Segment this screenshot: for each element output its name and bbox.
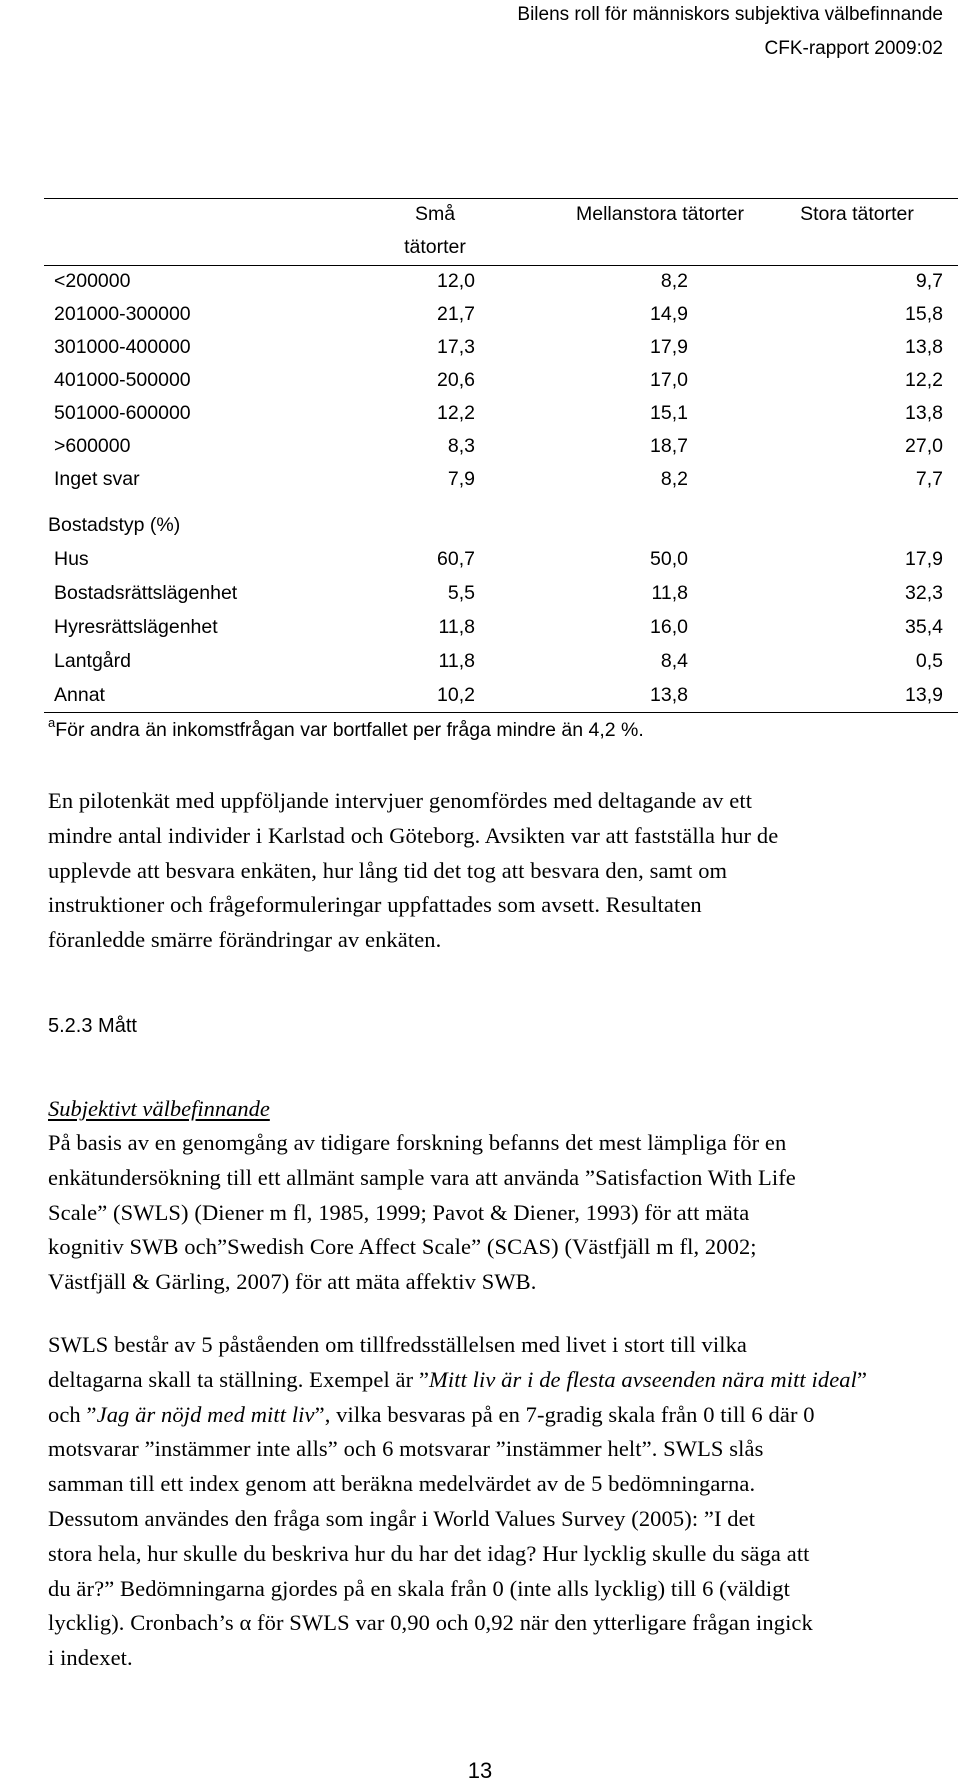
text-line [48, 1398, 948, 1433]
table-row [0, 611, 960, 644]
text-line: motsvarar ”instämmer inte alls” och 6 motsvarar ”instämmer helt”. SWLS slås [48, 1436, 764, 1462]
cell-small: 21,7 [437, 303, 475, 325]
table-bottom-rule [44, 712, 958, 713]
table-row [0, 577, 960, 610]
row-label: Bostadsrättslägenhet [54, 582, 238, 604]
cell-large: 35,4 [905, 616, 943, 638]
subheading: Subjektivt välbefinnande [48, 1096, 270, 1121]
text-run: och ” [48, 1401, 97, 1427]
paragraph-measures [48, 1126, 948, 1300]
row-label: Inget svar [54, 468, 140, 490]
paragraph-swls [48, 1328, 948, 1676]
footnote-mark: a [48, 715, 56, 730]
table-row [0, 645, 960, 678]
text-line: instruktioner och frågeformuleringar uppfattades som avsett. Resultaten [48, 892, 702, 918]
row-label: 501000-600000 [54, 402, 191, 424]
text-line: du är?” Bedömningarna gjordes på en skala från 0 (inte alls lycklig) till 6 (väldigt [48, 1575, 790, 1601]
text-line: Västfjäll & Gärling, 2007) för att mäta affektiv SWB. [48, 1269, 537, 1295]
table-section-row [0, 509, 960, 542]
section-label: Bostadstyp (%) [48, 514, 181, 536]
col-header-large-towns: Stora tätorter [800, 203, 914, 225]
cell-large: 7,7 [915, 468, 943, 490]
row-label: Lantgård [54, 650, 131, 672]
text-line: i indexet. [48, 1645, 133, 1671]
cell-small: 60,7 [437, 548, 475, 570]
table-row [0, 298, 960, 331]
table-row [0, 430, 960, 463]
text-line: föranledde smärre förändringar av enkäten. [48, 927, 442, 953]
text-line: En pilotenkät med uppföljande intervjuer genomfördes med deltagande av ett [48, 788, 753, 813]
cell-large: 0,5 [915, 650, 943, 672]
row-label: 201000-300000 [54, 303, 191, 325]
cell-large: 13,8 [905, 402, 943, 424]
cell-medium: 17,9 [650, 336, 688, 358]
cell-large: 12,2 [905, 369, 943, 391]
cell-medium: 14,9 [650, 303, 688, 325]
quoted-item-italic: Jag är nöjd med mitt liv [96, 1401, 315, 1427]
text-line: samman till ett index genom att beräkna medelvärdet av de 5 bedömningarna. [48, 1471, 756, 1497]
text-run: ”, vilka besvaras på en 7-gradig skala från 0 till 6 där 0 [314, 1401, 815, 1427]
quoted-item-italic: Mitt liv är i de flesta avseenden nära mitt ideal [429, 1366, 857, 1392]
table-row [0, 463, 960, 496]
cell-medium: 11,8 [651, 582, 688, 604]
text-run: ” [857, 1366, 868, 1392]
running-header-report: CFK-rapport 2009:02 [764, 38, 943, 59]
cell-medium: 8,2 [660, 468, 688, 490]
paragraph-pilot-survey [48, 784, 948, 958]
cell-small: 11,8 [438, 616, 475, 638]
text-line: mindre antal individer i Karlstad och Göteborg. Avsikten var att fastställa hur de [48, 822, 779, 848]
cell-medium: 16,0 [650, 616, 688, 638]
table-footnote [48, 716, 644, 744]
text-line [48, 1363, 948, 1398]
cell-large: 32,3 [905, 582, 943, 604]
text-line: upplevde att besvara enkäten, hur lång tid det tog att besvara den, samt om [48, 857, 728, 883]
cell-large: 13,8 [905, 336, 943, 358]
table-row [0, 543, 960, 576]
cell-medium: 17,0 [650, 369, 688, 391]
row-label: Annat [54, 684, 105, 706]
text-line: stora hela, hur skulle du beskriva hur du har det idag? Hur lycklig skulle du säga att [48, 1540, 810, 1566]
cell-small: 10,2 [437, 684, 475, 706]
col-header-medium-towns: Mellanstora tätorter [576, 203, 744, 225]
running-header-title: Bilens roll för människors subjektiva välbefinnande [517, 4, 943, 25]
row-label: >600000 [54, 435, 131, 457]
row-label: <200000 [54, 270, 131, 292]
cell-large: 15,8 [905, 303, 943, 325]
row-label: Hus [54, 548, 89, 570]
table-row [0, 397, 960, 430]
text-line: På basis av en genomgång av tidigare forskning befanns det mest lämpliga för en [48, 1130, 787, 1155]
text-line: Dessutom användes den fråga som ingår i World Values Survey (2005): ”I det [48, 1505, 756, 1531]
cell-large: 17,9 [905, 548, 943, 570]
footnote-text: För andra än inkomstfrågan var bortfallet per fråga mindre än 4,2 %. [55, 719, 644, 741]
text-line: kognitiv SWB och”Swedish Core Affect Scale” (SCAS) (Västfjäll m fl, 2002; [48, 1234, 757, 1260]
page-number: 13 [467, 1758, 493, 1783]
cell-small: 5,5 [447, 582, 475, 604]
table-row [0, 364, 960, 397]
cell-medium: 8,4 [660, 650, 688, 672]
row-label: 301000-400000 [54, 336, 191, 358]
col-header-small-line1: Små [414, 203, 456, 225]
cell-medium: 50,0 [650, 548, 688, 570]
table-row [0, 265, 960, 298]
cell-medium: 15,1 [650, 402, 688, 424]
table-row [0, 331, 960, 364]
cell-medium: 8,2 [660, 270, 688, 292]
col-header-small-towns [380, 198, 490, 264]
cell-small: 12,0 [437, 270, 475, 292]
cell-small: 7,9 [447, 468, 475, 490]
cell-small: 11,8 [438, 650, 475, 672]
cell-small: 20,6 [437, 369, 475, 391]
text-line: SWLS består av 5 påståenden om tillfredsställelsen med livet i stort till vilka [48, 1332, 748, 1357]
text-line: enkätundersökning till ett allmänt sample vara att använda ”Satisfaction With Life [48, 1164, 796, 1190]
table-row [0, 679, 960, 712]
cell-medium: 18,7 [650, 435, 688, 457]
cell-small: 12,2 [437, 402, 475, 424]
text-line: Scale” (SWLS) (Diener m fl, 1985, 1999; Pavot & Diener, 1993) för att mäta [48, 1199, 750, 1225]
cell-large: 9,7 [915, 270, 943, 292]
cell-large: 13,9 [905, 684, 943, 706]
section-heading: 5.2.3 Mått [48, 1015, 137, 1037]
col-header-small-line2: tätorter [404, 236, 466, 258]
cell-large: 27,0 [905, 435, 943, 457]
row-label: 401000-500000 [54, 369, 191, 391]
row-label: Hyresrättslägenhet [54, 616, 218, 638]
cell-medium: 13,8 [650, 684, 688, 706]
text-run: deltagarna skall ta ställning. Exempel är ” [48, 1366, 430, 1392]
cell-small: 8,3 [447, 435, 475, 457]
text-line: lycklig). Cronbach’s α för SWLS var 0,90 och 0,92 när den ytterligare frågan ingick [48, 1610, 813, 1636]
cell-small: 17,3 [437, 336, 475, 358]
